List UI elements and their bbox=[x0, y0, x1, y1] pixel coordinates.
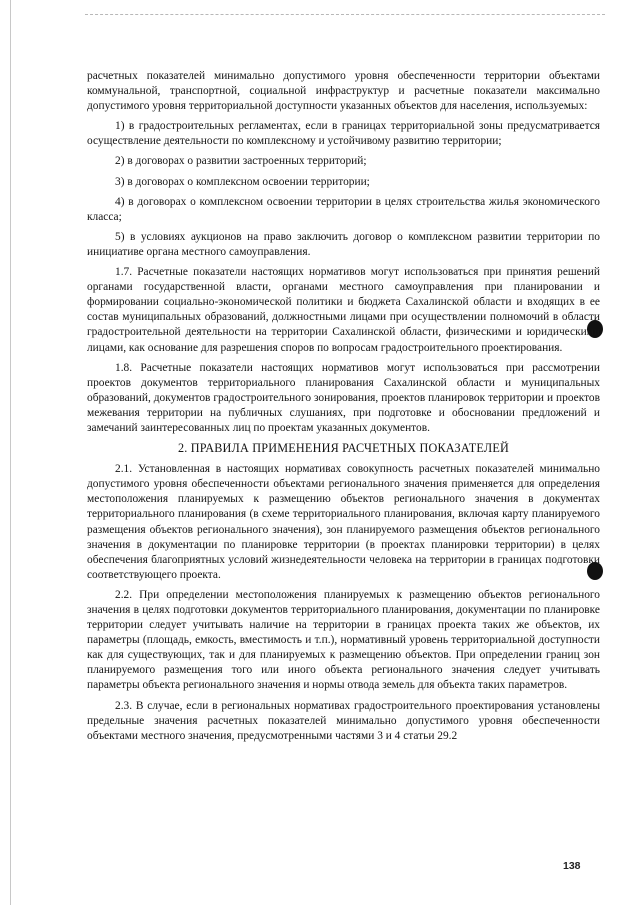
paragraph: 2.2. При определении местоположения планируемых к размещению объектов регионального значения в целях подготовки документов территориального планирования, документации по планировке территории следует учитывать наличие на территории в границах проекта таких же объектов, их параметры (площадь, емкость, вместимость и т.п.), нормативный уровень территориальной доступности как для существующих, так и для планируемых к размещению объектов. При определении границ зон планируемого размещения того или иного объекта регионального значения следует учитывать параметры объекта регионального значения и нормы отвода земель для объекта таких параметров. bbox=[87, 588, 600, 692]
paragraph: расчетных показателей минимально допустимого уровня обеспеченности территории объектами коммунальной, транспортной, социальной инфраструктур и расчетные показатели максимально допустимого уровня территориальной доступности указанных объектов для населения, используемых: bbox=[87, 70, 600, 113]
paragraph: 1.8. Расчетные показатели настоящих нормативов могут использоваться при рассмотрении проектов документов территориального планирования Сахалинской области и муниципальных образований, документов градостроительного зонирования, проектов планировок территории и проектов межевания территории на публичных слушаниях, при подготовке и обосновании предложений и замечаний заинтересованных лиц по проектам указанных документов. bbox=[87, 361, 600, 434]
page-number: 138 bbox=[563, 860, 581, 872]
paragraphs-before-heading bbox=[87, 69, 600, 436]
paragraph: 3) в договорах о комплексном освоении территории; bbox=[115, 175, 370, 188]
paragraph: 2) в договорах о развитии застроенных территорий; bbox=[115, 155, 367, 168]
section-heading: 2. ПРАВИЛА ПРИМЕНЕНИЯ РАСЧЕТНЫХ ПОКАЗАТЕЛЕЙ bbox=[178, 441, 509, 456]
paragraph: 5) в условиях аукционов на право заключить договор о комплексном развитии территории по инициативе органа местного самоуправления. bbox=[87, 230, 600, 258]
paragraph: 1) в градостроительных регламентах, если в границах территориальной зоны предусматривается осуществление деятельности по комплексному и устойчивому развитию территории; bbox=[87, 120, 600, 148]
page-left-edge bbox=[10, 0, 11, 905]
paragraphs-after-heading bbox=[87, 462, 600, 744]
document-body bbox=[87, 69, 600, 749]
paragraph: 2.3. В случае, если в региональных нормативах градостроительного проектирования установлены предельные значения расчетных показателей минимально допустимого уровня обеспеченности объектами местного значения, предусмотренными частями 3 и 4 статьи 29.2 bbox=[87, 699, 600, 742]
paragraph: 4) в договорах о комплексном освоении территории в целях строительства жилья экономического класса; bbox=[87, 195, 600, 223]
paragraph: 1.7. Расчетные показатели настоящих нормативов могут использоваться при принятия решений органами государственной власти, органами местного самоуправления при планировании и формировании социально-экономической политики и бюджета Сахалинской области и входящих в ее состав муниципальных образований, должностными лицами при осуществлении полномочий в области градостроительной деятельности на территории Сахалинской области, физическими и юридическими лицами, как основание для разрешения споров по вопросам градостроительного проектирования. bbox=[87, 266, 600, 354]
paragraph: 2.1. Установленная в настоящих нормативах совокупность расчетных показателей минимально допустимого уровня обеспеченности объектами регионального значения применяется для определения местоположения планируемых к размещению объектов регионального значения в документах территориального планирования (в схеме территориального планирования, включая карту планируемого размещения объектов регионального значения), зон планируемого размещения объектов регионального значения в документации по планировке территории (в проектах планировки территории) в целях обеспечения благоприятных условий жизнедеятельности человека на территории в границах подготовки соответствующего проекта. bbox=[87, 463, 600, 581]
top-scan-line bbox=[85, 14, 605, 15]
